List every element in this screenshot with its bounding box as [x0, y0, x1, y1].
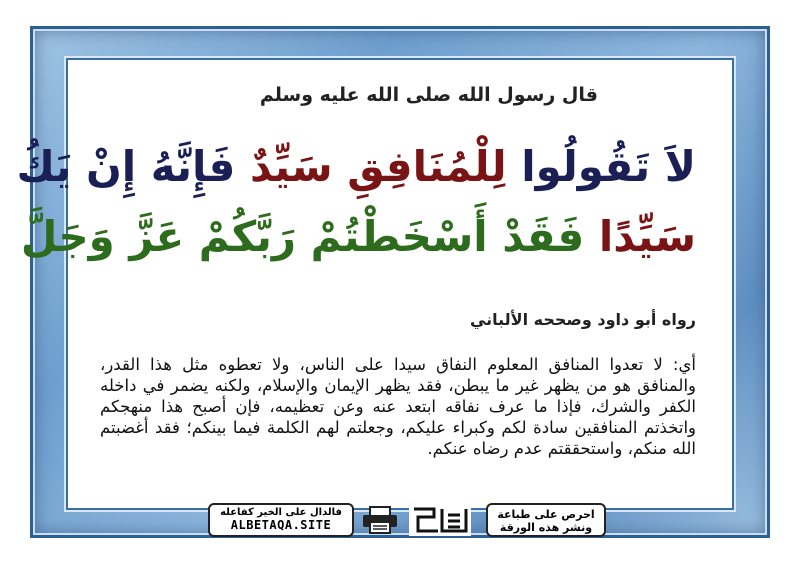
site-tagline: فالدال على الخير كفاعله	[220, 507, 342, 518]
print-notice-line: ونشر هذه الورقة	[499, 521, 593, 534]
site-url: ALBETAQA.SITE	[230, 518, 332, 532]
hadith-part: فَقَدْ أَسْخَطْتُمْ رَبَّكُمْ عَزَّ وَجَلَّ	[20, 212, 585, 261]
dawah-logo-icon	[408, 503, 472, 537]
explanation-paragraph: أي: لا تعدوا المنافق المعلوم النفاق سيدا على الناس، ولا تعطوه مثل هذا القدر، والمنافق هو من يظهر غير ما يبطن، فقد يظهر الإيمان والإسلام، ولكنه يضمر في داخله الكفر والشرك، فإذا ما عرف نفاقه ابتعد عنه وعن تعظيمه، فإن أصبح هذا منهجكم واتخذتم المنافقين سادة لكم وكبراء عليكم، وجعلتم لهم الكلمة فيما بينكم؛ فقد أغضبتم الله منكم، واستحققتم عدم رضاه عنكم.	[100, 355, 696, 458]
site-box[interactable]	[208, 503, 354, 537]
intro-line: قال رسول الله صلى الله عليه وسلم	[259, 84, 598, 106]
hadith-part: سَيِّدًا	[598, 212, 696, 261]
hadith-line-1	[16, 142, 696, 192]
hadith-part: لاَ تَقُولُوا	[521, 142, 696, 191]
print-notice-line: احرص على طباعة	[497, 508, 595, 521]
print-notice-box	[486, 503, 606, 537]
hadith-part: لِلْمُنَافِقِ سَيِّدٌ	[249, 142, 507, 191]
printer-icon	[360, 506, 400, 534]
footer-bar	[208, 503, 606, 537]
hadith-line-2	[21, 212, 696, 262]
hadith-part: فَإِنَّهُ إِنْ يَكُ	[16, 142, 236, 191]
hadith-source: رواه أبو داود وصححه الألباني	[469, 310, 696, 329]
